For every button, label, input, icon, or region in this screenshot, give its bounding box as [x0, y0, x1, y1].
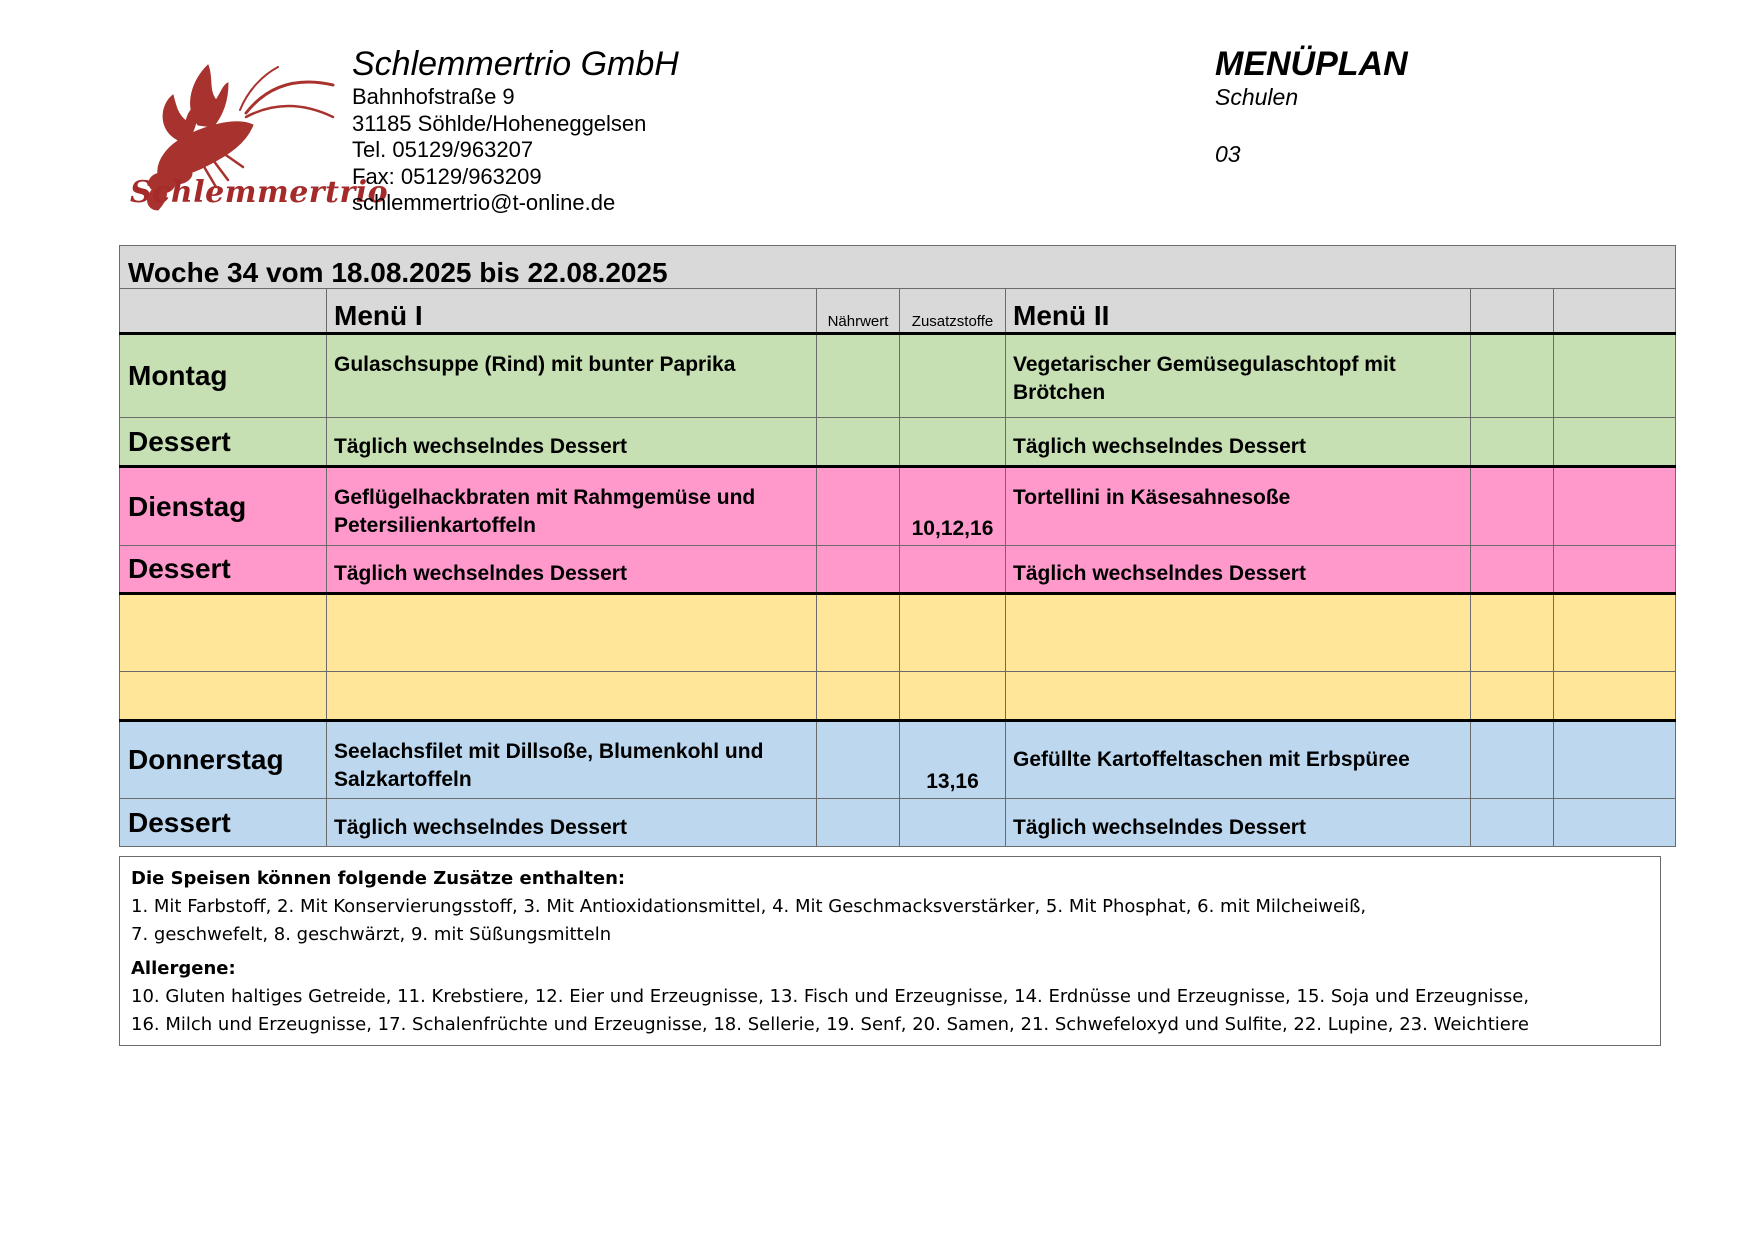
naehrwert-cell: [817, 721, 900, 799]
additives-cell: 13,16: [900, 721, 1006, 799]
empty-cell: [1471, 418, 1554, 467]
additives-cell: [900, 334, 1006, 418]
additives-legend: [119, 856, 1661, 1046]
header-row: [120, 289, 1676, 334]
day-name: Dienstag: [120, 467, 327, 546]
empty-cell: [817, 594, 900, 672]
empty-cell: [1554, 594, 1676, 672]
day-name: Donnerstag: [120, 721, 327, 799]
day-name: Montag: [120, 334, 327, 418]
menu1-dish: Geflügelhackbraten mit Rahmgemüse und Petersilienkartoffeln: [327, 467, 817, 546]
empty-cell: [1554, 721, 1676, 799]
header-menu1: Menü I: [327, 289, 817, 334]
allergens-line: 16. Milch und Erzeugnisse, 17. Schalenfrüchte und Erzeugnisse, 18. Sellerie, 19. Senf, 20. Samen, 21. Schwefeloxyd und Sulfite, 22. Lupine, 23. Weichtiere: [131, 1014, 1529, 1035]
additives-cell: 10,12,16: [900, 467, 1006, 546]
header-empty: [1554, 289, 1676, 334]
empty-cell: [120, 594, 327, 672]
company-name: Schlemmertrio GmbH: [352, 45, 679, 83]
header-empty: [1471, 289, 1554, 334]
empty-cell: [900, 672, 1006, 721]
menu1-dessert: Täglich wechselndes Dessert: [327, 546, 817, 594]
additives-line: 1. Mit Farbstoff, 2. Mit Konservierungsstoff, 3. Mit Antioxidationsmittel, 4. Mit Geschmacksverstärker, 5. Mit Phosphat, 6. mit Milcheiweiß,: [131, 896, 1367, 917]
menu1-dish: Gulaschsuppe (Rind) mit bunter Paprika: [327, 334, 817, 418]
table-row: [120, 334, 1676, 418]
empty-cell: [900, 418, 1006, 467]
header-zusatzstoffe: Zusatzstoffe: [900, 289, 1006, 334]
dessert-label: Dessert: [120, 546, 327, 594]
empty-cell: [1006, 672, 1471, 721]
company-street: Bahnhofstraße 9: [352, 84, 515, 109]
empty-cell: [1471, 594, 1554, 672]
menuplan-title: MENÜPLAN: [1215, 45, 1408, 83]
empty-cell: [1554, 672, 1676, 721]
table-row: [120, 672, 1676, 721]
menu2-dessert: Täglich wechselndes Dessert: [1006, 418, 1471, 467]
empty-cell: [1554, 467, 1676, 546]
menu1-dessert: Täglich wechselndes Dessert: [327, 418, 817, 467]
empty-cell: [817, 418, 900, 467]
empty-cell: [817, 799, 900, 847]
header-naehrwert: Nährwert: [817, 289, 900, 334]
header-menu2: Menü II: [1006, 289, 1471, 334]
additives-heading: Die Speisen können folgende Zusätze enthalten:: [131, 868, 626, 889]
empty-cell: [1471, 546, 1554, 594]
empty-cell: [1471, 672, 1554, 721]
dessert-label: Dessert: [120, 418, 327, 467]
menuplan-subtitle: Schulen: [1215, 84, 1299, 110]
table-row: [120, 467, 1676, 546]
menu2-dessert: Täglich wechselndes Dessert: [1006, 799, 1471, 847]
menuplan-number: 03: [1215, 141, 1241, 167]
menu2-dish: Tortellini in Käsesahnesoße: [1006, 467, 1471, 546]
table-row: [120, 546, 1676, 594]
empty-cell: [1554, 334, 1676, 418]
menu2-dish: Vegetarischer Gemüsegulaschtopf mit Brötchen: [1006, 334, 1471, 418]
company-email: schlemmertrio@t-online.de: [352, 190, 616, 215]
menuplan-heading: [1215, 44, 1408, 168]
empty-cell: [817, 546, 900, 594]
empty-cell: [900, 594, 1006, 672]
company-fax: Fax: 05129/963209: [352, 163, 542, 189]
company-address-block: [352, 44, 679, 217]
empty-cell: [327, 672, 817, 721]
menu2-dish: Gefüllte Kartoffeltaschen mit Erbspüree: [1006, 721, 1471, 799]
empty-cell: [1554, 546, 1676, 594]
empty-cell: [900, 546, 1006, 594]
empty-cell: [900, 799, 1006, 847]
empty-cell: [1471, 334, 1554, 418]
empty-cell: [1471, 467, 1554, 546]
table-row: [120, 721, 1676, 799]
empty-cell: [1554, 799, 1676, 847]
dessert-label: Dessert: [120, 799, 327, 847]
header-empty: [120, 289, 327, 334]
empty-cell: [327, 594, 817, 672]
company-tel: Tel. 05129/963207: [352, 137, 534, 162]
empty-cell: [1471, 799, 1554, 847]
empty-cell: [1006, 594, 1471, 672]
additives-line: 7. geschwefelt, 8. geschwärzt, 9. mit Süßungsmitteln: [131, 924, 612, 945]
naehrwert-cell: [817, 467, 900, 546]
allergens-heading: Allergene:: [131, 958, 236, 979]
company-city: 31185 Söhlde/Hoheneggelsen: [352, 110, 647, 136]
logo-wordmark: Schlemmertrio: [130, 175, 389, 210]
empty-cell: [817, 672, 900, 721]
week-row: [120, 246, 1676, 289]
menu-table: [119, 245, 1676, 847]
table-row: [120, 799, 1676, 847]
menu1-dessert: Täglich wechselndes Dessert: [327, 799, 817, 847]
menu1-dish: Seelachsfilet mit Dillsoße, Blumenkohl und Salzkartoffeln: [327, 721, 817, 799]
empty-cell: [1471, 721, 1554, 799]
allergens-line: 10. Gluten haltiges Getreide, 11. Krebstiere, 12. Eier und Erzeugnisse, 13. Fisch und Erzeugnisse, 14. Erdnüsse und Erzeugnisse, 15. Soja und Erzeugnisse,: [131, 986, 1530, 1007]
empty-cell: [120, 672, 327, 721]
menu2-dessert: Täglich wechselndes Dessert: [1006, 546, 1471, 594]
week-range: Woche 34 vom 18.08.2025 bis 22.08.2025: [120, 246, 1676, 289]
table-row: [120, 418, 1676, 467]
table-row: [120, 594, 1676, 672]
empty-cell: [1554, 418, 1676, 467]
naehrwert-cell: [817, 334, 900, 418]
